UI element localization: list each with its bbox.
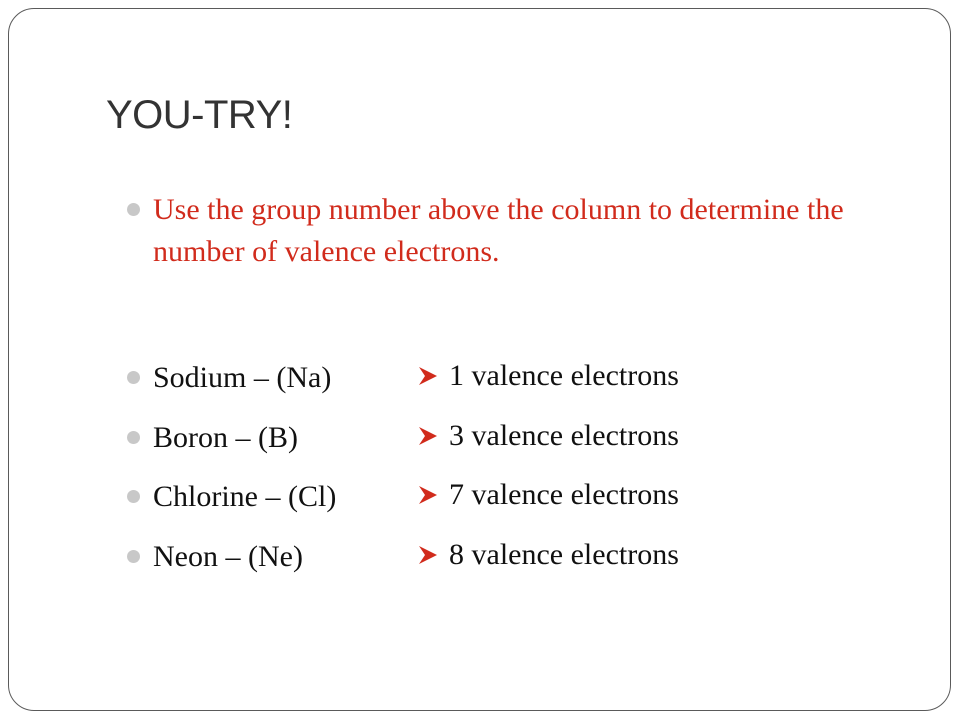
answer-label: 8 valence electrons <box>449 537 679 571</box>
slide <box>8 8 951 711</box>
element-list <box>127 357 336 595</box>
list-item <box>417 534 679 594</box>
list-item <box>127 357 336 417</box>
element-label: Sodium – (Na) <box>153 361 332 394</box>
arrowhead-bullet-icon <box>417 474 449 516</box>
intro-text: Use the group number above the column to determine the number of valence electrons. <box>153 193 844 268</box>
element-label: Boron – (B) <box>153 420 298 454</box>
round-bullet-icon <box>127 189 153 273</box>
element-label: Chlorine – (Cl) <box>153 480 337 513</box>
round-bullet-icon <box>127 536 153 596</box>
answer-label: 7 valence electrons <box>449 478 679 511</box>
intro-bullet <box>127 189 847 273</box>
list-item <box>127 417 336 477</box>
answer-list <box>417 355 679 593</box>
element-label: Neon – (Ne) <box>153 539 303 573</box>
list-item <box>127 536 336 596</box>
list-item <box>417 415 679 475</box>
list-item <box>417 355 679 415</box>
slide-title: YOU-TRY! <box>106 93 293 137</box>
answer-label: 1 valence electrons <box>449 359 679 392</box>
round-bullet-icon <box>127 476 153 536</box>
arrowhead-bullet-icon <box>417 355 449 397</box>
arrowhead-bullet-icon <box>417 534 449 576</box>
round-bullet-icon <box>127 417 153 477</box>
list-item <box>127 476 336 536</box>
list-item <box>417 474 679 534</box>
round-bullet-icon <box>127 357 153 417</box>
arrowhead-bullet-icon <box>417 415 449 457</box>
answer-label: 3 valence electrons <box>449 418 679 452</box>
